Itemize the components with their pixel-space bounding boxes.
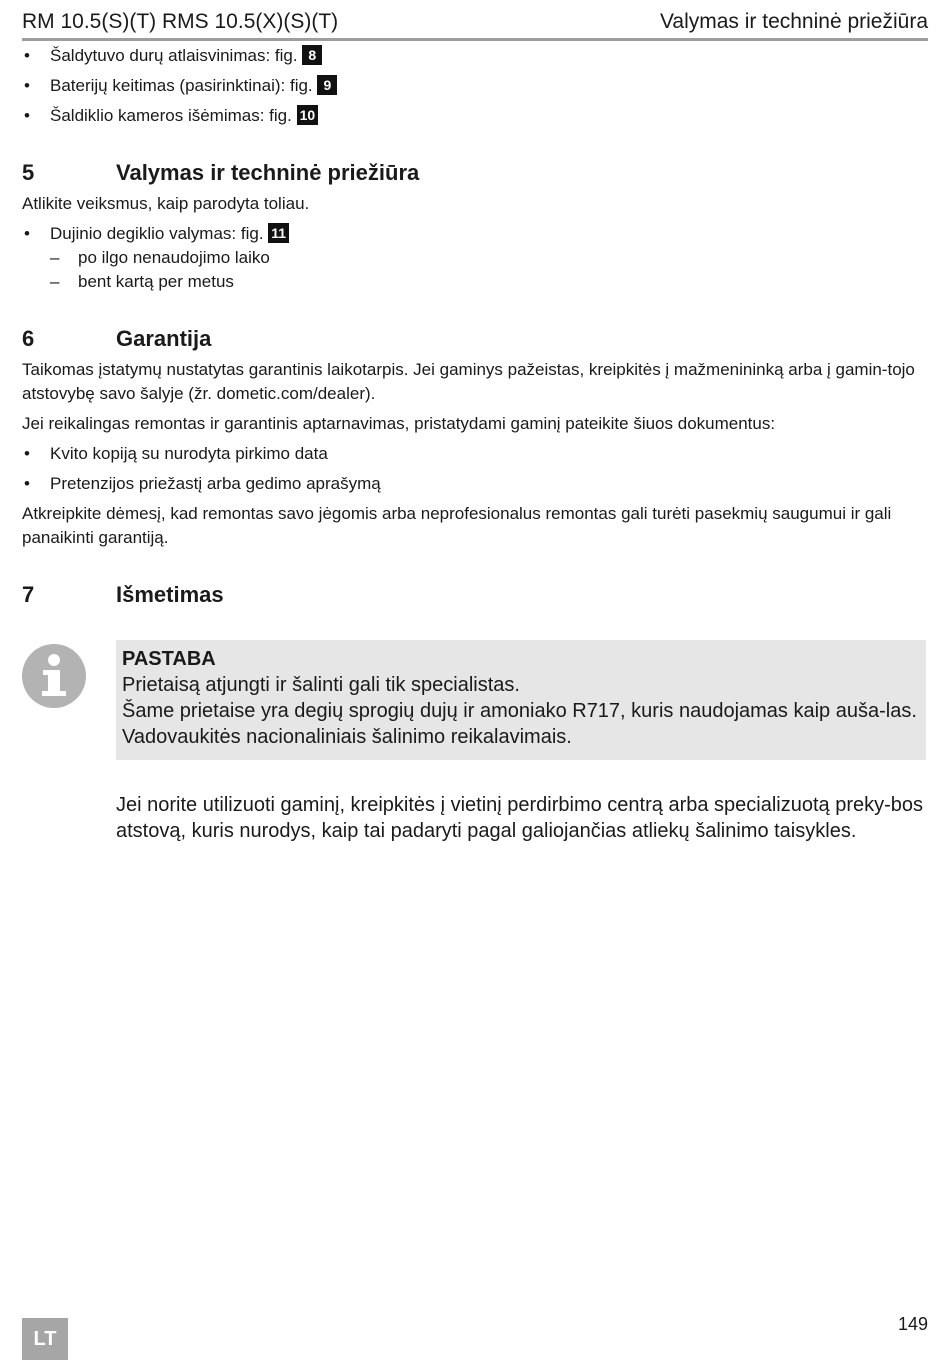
sublist-item: – po ilgo nenaudojimo laiko <box>50 246 928 270</box>
figure-ref: 11 <box>268 223 289 243</box>
sublist-item: – bent kartą per metus <box>50 270 928 294</box>
page-number: 149 <box>897 1314 928 1334</box>
intro-list <box>22 44 928 128</box>
documents-list <box>22 442 928 496</box>
list-item: • Pretenzijos priežastį arba gedimo aprašymą <box>22 472 928 496</box>
figure-ref: 9 <box>317 75 337 95</box>
paragraph: Jei reikalingas remontas ir garantinis aptarnavimas, pristatydami gaminį pateikite šiuos dokumentus: <box>22 414 776 433</box>
info-icon <box>22 644 86 708</box>
paragraph: Atkreipkite dėmesį, kad remontas savo jėgomis arba neprofesionalus remontas gali turėti pasekmių saugumui ir gali panaikinti garantiją. <box>22 504 892 547</box>
section-title: Valymas ir techninė priežiūra <box>116 160 420 185</box>
list-item: • Dujinio degiklio valymas: fig. 11 <box>22 222 928 246</box>
note-line: Prietaisą atjungti ir šalinti gali tik specialistas. <box>122 674 520 696</box>
section-title: Garantija <box>116 326 212 351</box>
note-block <box>22 640 928 764</box>
note-line: Šame prietaise yra degių sprogių dujų ir amoniako R717, kuris naudojamas kaip auša-las. Vadovaukitės nacionaliniais šalinimo reikalavimais. <box>122 700 917 748</box>
figure-ref: 10 <box>297 105 319 125</box>
header-section-title: Valymas ir techninė priežiūra <box>659 10 928 33</box>
list-item: • Kvito kopiją su nurodyta pirkimo data <box>22 442 928 466</box>
page-header <box>22 8 928 41</box>
cleaning-sublist <box>22 246 928 294</box>
list-item: • Šaldytuvo durų atlaisvinimas: fig. 8 <box>22 44 928 68</box>
page-content <box>22 44 928 844</box>
paragraph: Atlikite veiksmus, kaip parodyta toliau. <box>22 194 310 213</box>
figure-ref: 8 <box>302 45 322 65</box>
list-item: • Baterijų keitimas (pasirinktinai): fig. 9 <box>22 74 928 98</box>
section-heading-6: 6 Garantija <box>22 324 928 358</box>
section-title: Išmetimas <box>116 582 224 607</box>
paragraph: Taikomas įstatymų nustatytas garantinis laikotarpis. Jei gaminys pažeistas, kreipkitės į mažmenininką arba į gamin-tojo atstovybę savo šalyje (žr. dometic.com/dealer). <box>22 360 915 403</box>
list-item: • Šaldiklio kameros išėmimas: fig. 10 <box>22 104 928 128</box>
cleaning-list <box>22 222 928 246</box>
section-heading-5: 5 Valymas ir techninė priežiūra <box>22 158 928 192</box>
note-box <box>116 640 926 760</box>
section-heading-7: 7 Išmetimas <box>22 580 928 614</box>
disposal-paragraph: Jei norite utilizuoti gaminį, kreipkitės į vietinį perdirbimo centrą arba specializuotą preky-bos atstovą, kuris nurodys, kaip tai padaryti pagal galiojančias atliekų šalinimo taisykles. <box>116 794 924 842</box>
language-badge: LT <box>22 1318 68 1360</box>
note-title: PASTABA <box>122 648 216 670</box>
model-name: RM 10.5(S)(T) RMS 10.5(X)(S)(T) <box>22 10 339 33</box>
